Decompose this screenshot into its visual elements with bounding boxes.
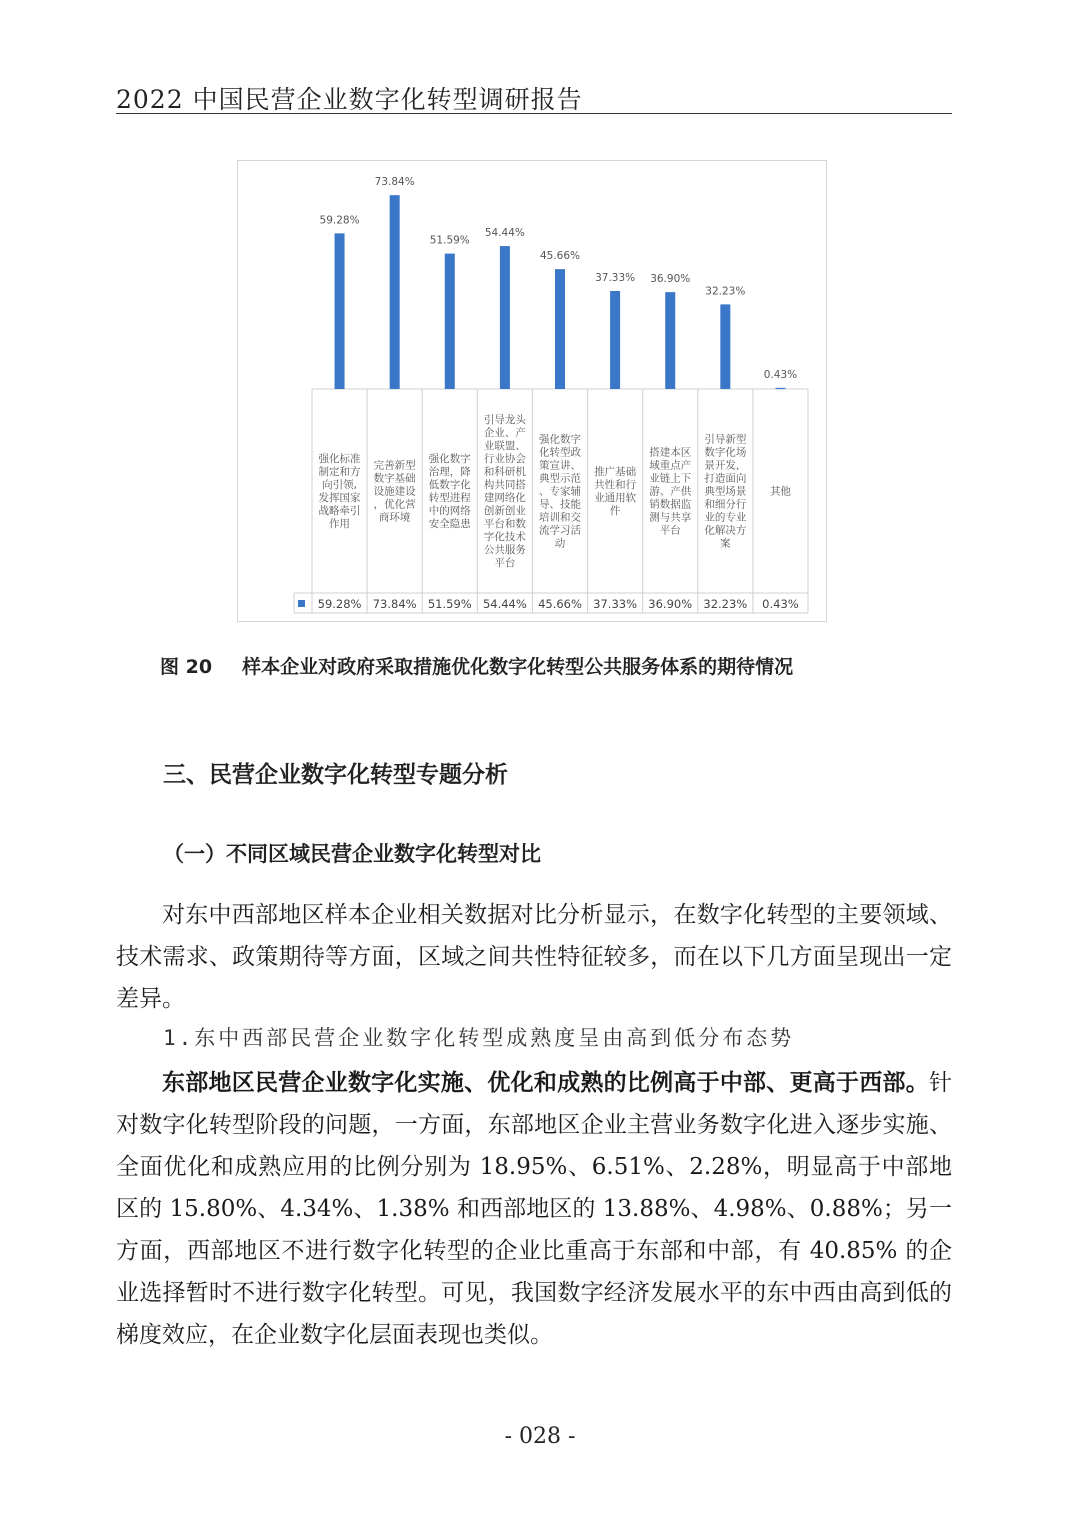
- category-label: 平台和数: [483, 518, 526, 530]
- category-label: 治理，降: [428, 466, 471, 478]
- figure-number: 图 20: [160, 656, 213, 678]
- category-label: 业链上下: [649, 472, 692, 485]
- chart-canvas: [238, 161, 826, 621]
- page-number: - 028 -: [504, 1424, 576, 1449]
- data-label: 37.33%: [595, 272, 636, 285]
- table-value: 73.84%: [372, 597, 417, 611]
- category-label: 游、产供: [649, 485, 692, 498]
- table-value: 45.66%: [538, 597, 582, 611]
- category-label: 化解决方: [704, 524, 747, 537]
- category-label: 设施建设: [373, 485, 416, 498]
- bar-chart: [237, 160, 827, 622]
- paragraph-2: [116, 1062, 952, 1356]
- subsection-heading: （一）不同区域民营企业数字化转型对比: [163, 842, 541, 866]
- category-label: 数字基础: [373, 472, 416, 485]
- category-label: 构共同搭: [483, 479, 526, 491]
- category-label: 导、技能: [539, 498, 581, 511]
- category-label: 商环境: [378, 511, 411, 524]
- category-label: 化转型政: [539, 446, 581, 459]
- category-label: 销数据监: [649, 498, 692, 511]
- bar: [720, 304, 730, 389]
- category-label: 创新创业: [483, 505, 526, 517]
- category-label: 景开发，: [704, 459, 747, 472]
- bar: [390, 195, 400, 389]
- bar: [775, 388, 785, 389]
- data-label: 36.90%: [650, 273, 691, 286]
- category-label: 平台: [494, 557, 516, 569]
- category-label: 作用: [329, 518, 351, 530]
- category-label: 完善新型: [373, 459, 416, 472]
- paragraph-2-lead: 东部地区民营企业数字化实施、优化和成熟的比例高于中部、更高于西部。: [162, 1070, 929, 1096]
- category-label: 测与共享: [649, 511, 692, 524]
- category-label: 其他: [769, 485, 791, 498]
- data-label: 32.23%: [705, 285, 746, 298]
- category-label: 业的专业: [704, 511, 747, 524]
- running-header: 2022 中国民营企业数字化转型调研报告: [116, 85, 583, 114]
- table-value: 37.33%: [593, 597, 638, 611]
- data-label: 59.28%: [319, 214, 360, 227]
- table-value: 51.59%: [427, 597, 472, 611]
- category-label: 业通用软: [594, 492, 637, 504]
- data-label: 54.44%: [484, 227, 525, 240]
- data-label: 45.66%: [539, 250, 581, 263]
- figure-caption-text: 样本企业对政府采取措施优化数字化转型公共服务体系的期待情况: [242, 656, 794, 678]
- category-label: 引导龙头: [483, 414, 526, 426]
- category-label: 共性和行: [594, 479, 637, 491]
- category-label: 件: [609, 505, 621, 517]
- legend-marker: [298, 600, 305, 607]
- data-label: 0.43%: [763, 368, 798, 381]
- category-label: 打造面向: [704, 472, 747, 485]
- category-label: 、专家辅: [539, 485, 581, 498]
- category-label: 企业、产: [483, 427, 526, 439]
- bar: [665, 292, 675, 389]
- numbered-item: 1.东中西部民营企业数字化转型成熟度呈由高到低分布态势: [163, 1026, 795, 1050]
- category-label: 行业协会: [483, 453, 526, 465]
- bar: [445, 254, 455, 389]
- data-label: 73.84%: [374, 176, 415, 189]
- data-label: 51.59%: [429, 234, 470, 247]
- table-value: 59.28%: [317, 597, 362, 611]
- category-label: 域重点产: [649, 459, 692, 472]
- bar: [555, 269, 565, 389]
- category-label: 培训和交: [539, 511, 581, 524]
- category-label: 建网络化: [483, 492, 526, 504]
- category-label: 策宣讲、: [539, 459, 581, 472]
- category-label: 强化数字: [539, 433, 581, 446]
- category-label: 公共服务: [483, 544, 526, 556]
- table-value: 0.43%: [762, 597, 799, 611]
- category-label: 业联盟、: [483, 440, 526, 452]
- category-label: 发挥国家: [318, 492, 361, 504]
- table-value: 36.90%: [648, 597, 693, 611]
- category-label: 搭建本区: [649, 446, 692, 459]
- category-label: 案: [720, 537, 731, 550]
- paragraph-2-text: 针对数字化转型阶段的问题，一方面，东部地区企业主营业务数字化进入逐步实施、全面优化和成熟应用的比例分别为 18.95%、6.51%、2.28%，明显高于中部地区的 15.80%、4.34%、1.38% 和西部地区的 13.88%、4.98%、0.88%；另一方面，西部地区不进行数字化转型的企业比重高于东部和中部，有 40.85% 的企业选择暂时不进行数字化转型。可见，我国数字经济发展水平的东中西由高到低的梯度效应，在企业数字化层面表现也类似。: [116, 1070, 952, 1348]
- category-label: 字化技术: [483, 531, 526, 543]
- category-label: 典型示范: [539, 472, 581, 485]
- category-label: 强化标准: [318, 453, 361, 465]
- category-label: 转型进程: [428, 492, 471, 504]
- category-label: 中的网络: [428, 505, 471, 517]
- category-label: 安全隐患: [428, 518, 471, 530]
- category-label: 推广基础: [594, 466, 637, 478]
- category-label: 和细分行: [704, 498, 747, 511]
- header-rule: [116, 113, 952, 114]
- paragraph-1: 对东中西部地区样本企业相关数据对比分析显示，在数字化转型的主要领域、技术需求、政策期待等方面，区域之间共性特征较多，而在以下几方面呈现出一定差异。: [116, 902, 952, 1012]
- category-label: 动: [554, 537, 566, 550]
- bar: [610, 291, 620, 389]
- table-value: 54.44%: [482, 597, 527, 611]
- category-label: 战略牵引: [318, 505, 361, 517]
- category-label: 和科研机: [483, 466, 526, 478]
- category-label: 典型场景: [704, 485, 747, 498]
- figure-caption: [160, 652, 793, 679]
- bar: [335, 233, 345, 389]
- category-label: 制定和方: [318, 466, 361, 478]
- category-label: 流学习活: [539, 524, 581, 537]
- bar: [500, 246, 510, 389]
- category-label: 平台: [659, 524, 681, 537]
- table-value: 32.23%: [703, 597, 748, 611]
- category-label: ，优化营: [373, 498, 416, 511]
- category-label: 向引领,: [322, 479, 357, 491]
- section-heading: 三、民营企业数字化转型专题分析: [163, 762, 508, 788]
- category-label: 数字化场: [704, 446, 747, 459]
- category-label: 引导新型: [704, 433, 747, 446]
- category-label: 强化数字: [428, 453, 471, 465]
- category-label: 低数字化: [428, 479, 471, 491]
